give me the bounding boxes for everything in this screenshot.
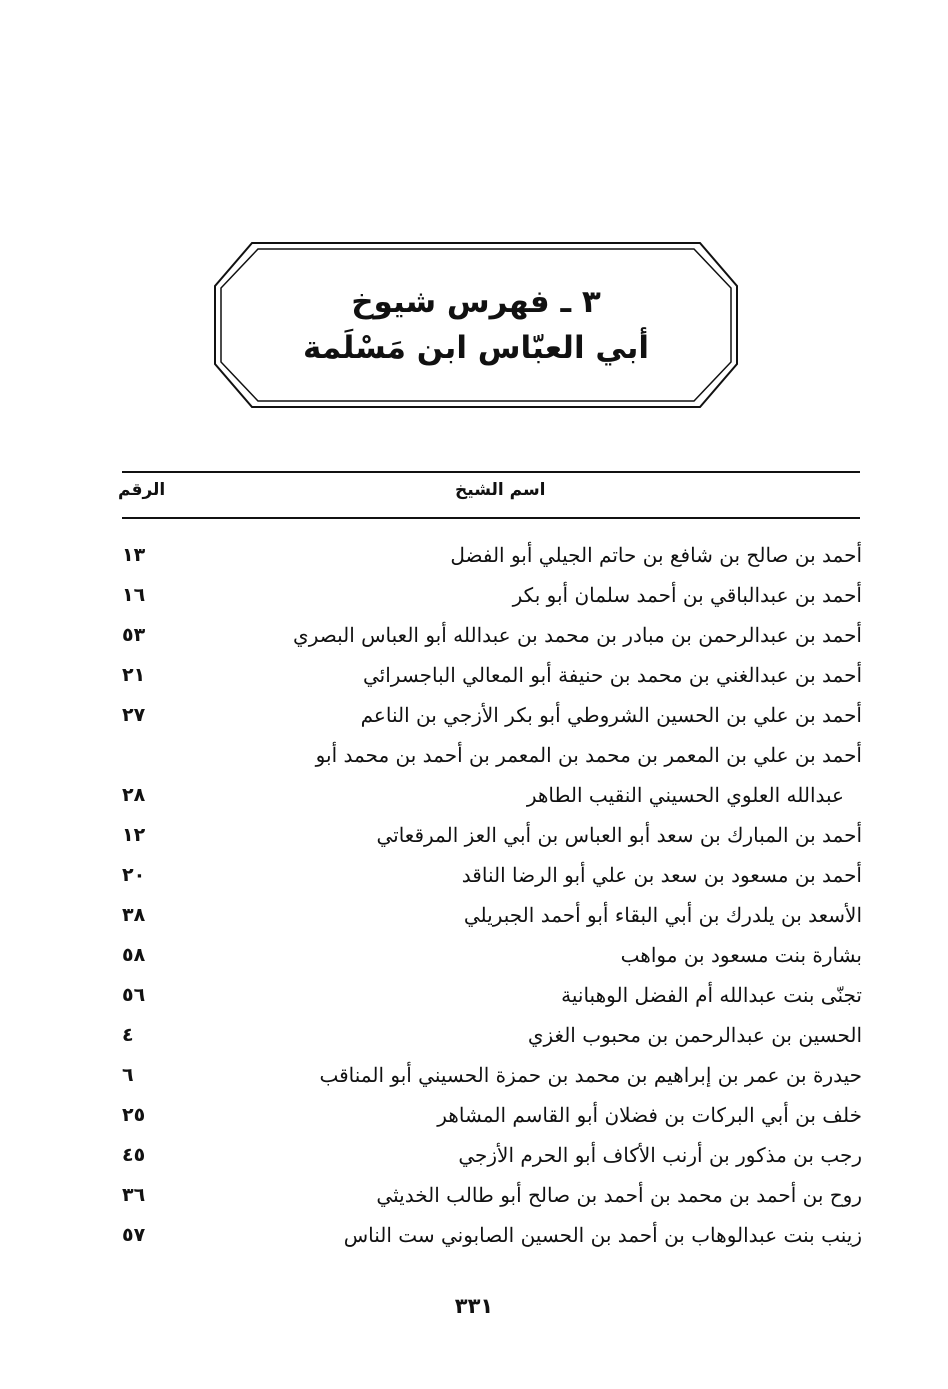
table-top-rule [122, 471, 860, 473]
table-row [122, 1135, 862, 1175]
entry-number: ١٣ [122, 544, 146, 566]
table-row [122, 1215, 862, 1255]
table-row [122, 535, 862, 575]
title-line-2: أبي العبّاس ابن مَسْلَمة [303, 330, 649, 366]
entry-number: ٥٦ [122, 984, 146, 1006]
entry-number: ٣٨ [122, 904, 146, 926]
entry-number: ٢٠ [122, 864, 146, 886]
sheikh-name-line-2: عبدالله العلوي الحسيني النقيب الطاهر [526, 783, 844, 807]
sheikh-name: حيدرة بن عمر بن إبراهيم بن محمد بن حمزة الحسيني أبو المناقب [319, 1063, 862, 1087]
entry-number: ٥٧ [122, 1224, 146, 1246]
entry-number: ٤ [122, 1024, 134, 1046]
entry-number: ٢١ [122, 664, 146, 686]
sheikh-index-table [122, 535, 862, 1255]
entry-number: ٤٥ [122, 1144, 146, 1166]
table-row [122, 615, 862, 655]
sheikh-name: أحمد بن عبدالرحمن بن مبادر بن محمد بن عبدالله أبو العباس البصري [293, 623, 862, 647]
sheikh-name: أحمد بن صالح بن شافع بن حاتم الجيلي أبو الفضل [450, 543, 862, 567]
entry-number: ٢٧ [122, 704, 146, 726]
sheikh-name: الحسين بن عبدالرحمن بن محبوب الغزي [527, 1023, 862, 1047]
sheikh-name: خلف بن أبي البركات بن فضلان أبو القاسم المشاهر [437, 1103, 862, 1127]
sheikh-name [122, 735, 862, 815]
title-text [212, 240, 740, 410]
entry-number: ١٦ [122, 584, 146, 606]
table-row [122, 735, 862, 815]
sheikh-name-line-1: أحمد بن علي بن المعمر بن محمد بن المعمر بن أحمد بن محمد أبو [315, 743, 862, 767]
table-row [122, 1015, 862, 1055]
table-row [122, 1095, 862, 1135]
entry-number: ٦ [122, 1064, 134, 1086]
sheikh-name: روح بن أحمد بن محمد بن أحمد بن صالح أبو طالب الخديثي [376, 1183, 862, 1207]
column-header-number: الرقم [118, 480, 166, 500]
table-row [122, 1055, 862, 1095]
entry-number: ٢٥ [122, 1104, 146, 1126]
sheikh-name: أحمد بن عبدالغني بن محمد بن حنيفة أبو المعالي الباجسرائي [363, 663, 862, 687]
title-box [212, 240, 740, 410]
sheikh-name: تجنّى بنت عبدالله أم الفضل الوهبانية [561, 983, 862, 1007]
entry-number: ١٢ [122, 824, 146, 846]
sheikh-name: أحمد بن مسعود بن سعد بن علي أبو الرضا الناقد [461, 863, 862, 887]
table-row [122, 935, 862, 975]
table-row [122, 895, 862, 935]
title-line-1: ٣ ـ فهرس شيوخ [351, 283, 601, 320]
sheikh-name: أحمد بن المبارك بن سعد أبو العباس بن أبي العز المرقعاتي [376, 823, 862, 847]
table-row [122, 855, 862, 895]
sheikh-name: الأسعد بن يلدرك بن أبي البقاء أبو أحمد الجبريلي [463, 903, 862, 927]
sheikh-name: بشارة بنت مسعود بن مواهب [620, 943, 862, 967]
sheikh-name: زينب بنت عبدالوهاب بن أحمد بن الحسين الصابوني ست الناس [343, 1223, 862, 1247]
sheikh-name: رجب بن مذكور بن أرنب الأكاف أبو الحرم الأزجي [458, 1143, 862, 1167]
table-row [122, 695, 862, 735]
entry-number: ٥٨ [122, 944, 146, 966]
sheikh-name: أحمد بن علي بن الحسين الشروطي أبو بكر الأزجي بن الناعم [360, 703, 862, 727]
table-row [122, 815, 862, 855]
entry-number: ٥٣ [122, 624, 146, 646]
entry-number: ٣٦ [122, 1184, 146, 1206]
page-number: ٣٣١ [454, 1294, 494, 1318]
entry-number: ٢٨ [122, 784, 146, 806]
table-row [122, 975, 862, 1015]
column-header-name: اسم الشيخ [455, 480, 546, 500]
table-row [122, 655, 862, 695]
table-row [122, 575, 862, 615]
sheikh-name: أحمد بن عبدالباقي بن أحمد سلمان أبو بكر [512, 583, 862, 607]
table-header-rule [122, 517, 860, 519]
table-row [122, 1175, 862, 1215]
